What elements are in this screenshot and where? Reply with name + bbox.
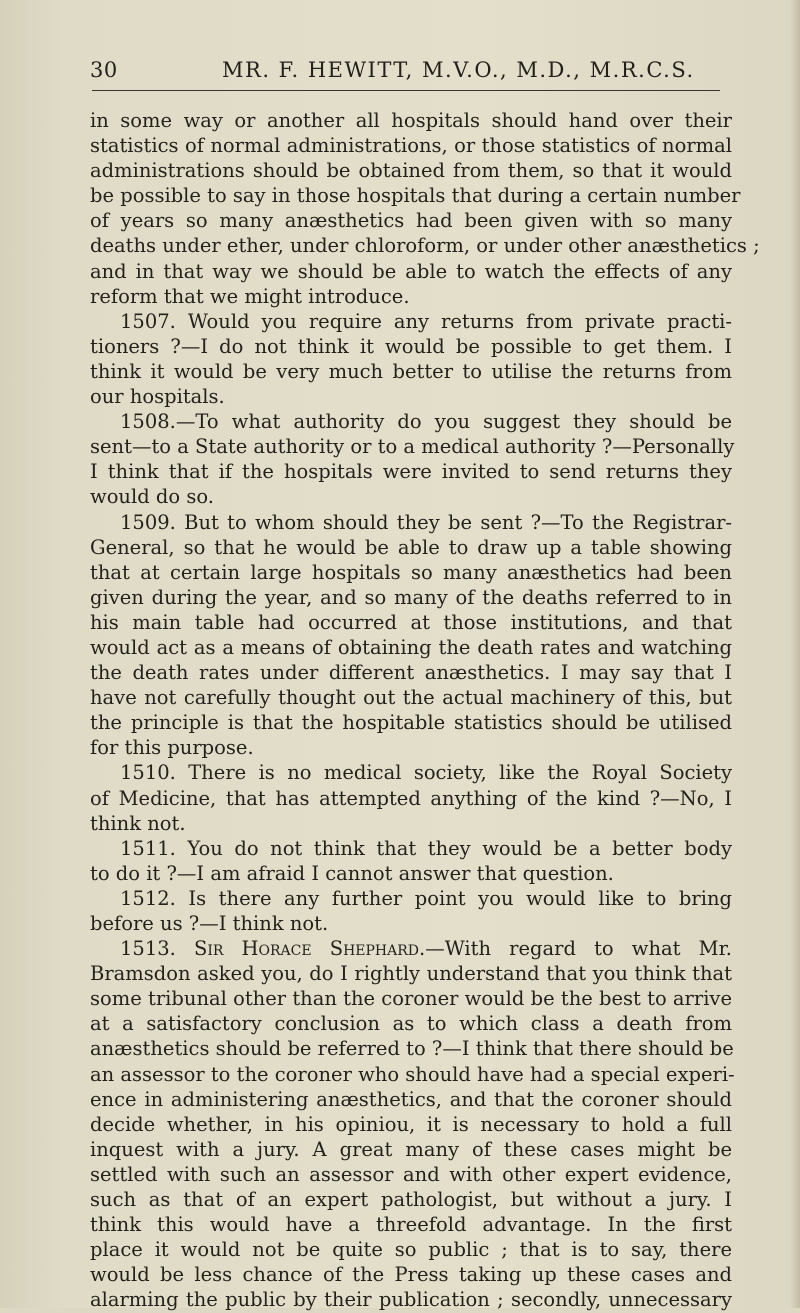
text-line: alarming the public by their publication ; secondly, unnecessary	[90, 1288, 732, 1312]
text-line: for this purpose.	[90, 736, 254, 760]
speaker-name: Sir Horace Shephard.	[193, 937, 426, 961]
text-line: and in that way we should be able to watch the effects of any	[90, 259, 732, 283]
text-line: think this would have a threefold advantage. In the first	[90, 1213, 732, 1237]
text-line: of years so many anæsthetics had been given with so many	[90, 209, 732, 233]
text-line: before us ?—I think not.	[90, 912, 329, 935]
body-text	[90, 108, 760, 1313]
page-edge-shadow	[790, 0, 800, 1308]
text-line: think it would be very much better to utilise the returns from	[90, 359, 732, 383]
text-line: anæsthetics should be referred to ?—I think that there should be	[90, 1037, 734, 1061]
question-1510-line: 1510. There is no medical society, like the Royal Society	[120, 761, 732, 785]
text-line: General, so that he would be able to draw up a table showing	[90, 535, 732, 559]
text-line: ence in administering anæsthetics, and that the coroner should	[90, 1087, 732, 1111]
text-line: decide whether, in his opiniou, it is necessary to hold a full	[90, 1112, 732, 1136]
text-line: sent—to a State authority or to a medical authority ?—Personally	[90, 435, 735, 459]
question-1509-line: 1509. But to whom should they be sent ?—To the Registrar-	[120, 510, 732, 534]
text-line: tioners ?—I do not think it would be possible to get them. I	[90, 334, 732, 358]
text-line: of Medicine, that has attempted anything of the kind ?—No, I	[90, 786, 732, 810]
text-line: at a satisfactory conclusion as to which class a death from	[90, 1012, 732, 1036]
text-line: I think that if the hospitals were invited to send returns they	[90, 460, 732, 484]
text-line: have not carefully thought out the actual machinery of this, but	[90, 686, 732, 710]
text-line: given during the year, and so many of the deaths referred to in	[90, 585, 732, 609]
question-1513-line	[90, 936, 732, 961]
text-line: to do it ?—I am afraid I cannot answer that question.	[90, 861, 614, 885]
text-line: inquest with a jury. A great many of these cases might be	[90, 1137, 732, 1161]
text-line: some tribunal other than the coroner would be the best to arrive	[90, 987, 732, 1011]
text-line: would do so.	[90, 485, 214, 509]
text-line: in some way or another all hospitals should hand over their	[90, 109, 732, 132]
question-1511-line: 1511. You do not think that they would be a better body	[120, 836, 732, 860]
text-line: his main table had occurred at those institutions, and that	[90, 610, 732, 634]
text-line: the principle is that the hospitable statistics should be utilised	[90, 711, 732, 735]
text-line: an assessor to the coroner who should have had a special experi-	[90, 1062, 735, 1086]
header-rule	[92, 90, 720, 91]
text-line: settled with such an assessor and with other expert evidence,	[90, 1162, 732, 1186]
text-line: that at certain large hospitals so many anæsthetics had been	[90, 560, 732, 584]
running-title: MR. F. HEWITT, M.V.O., M.D., M.R.C.S.	[222, 58, 695, 82]
text-line: Bramsdon asked you, do I rightly understand that you think that	[90, 962, 732, 986]
text-line: the death rates under different anæsthetics. I may say that I	[90, 661, 732, 685]
page-number: 30	[90, 58, 118, 82]
text-line: our hospitals.	[90, 385, 225, 409]
text-line: be possible to say in those hospitals that during a certain number	[90, 184, 741, 208]
question-text: —With regard to what Mr.	[425, 937, 732, 961]
text-line: such as that of an expert pathologist, but without a jury. I	[90, 1188, 732, 1212]
text-line: reform that we might introduce.	[90, 284, 410, 308]
text-line: place it would not be quite so public ; that is to say, there	[90, 1238, 732, 1262]
text-line: think not.	[90, 811, 186, 835]
question-number: 1513.	[120, 937, 176, 961]
text-line: deaths under ether, under chloroform, or under other anæsthetics ;	[90, 234, 760, 258]
question-1508-line: 1508.—To what authority do you suggest they should be	[120, 410, 732, 434]
text-line: administrations should be obtained from them, so that it would	[90, 159, 732, 183]
question-1512-line: 1512. Is there any further point you would like to bring	[120, 886, 732, 910]
question-1507-line: 1507. Would you require any returns from private practi-	[120, 309, 732, 333]
text-line: statistics of normal administrations, or those statistics of normal	[90, 134, 732, 158]
running-head	[0, 58, 800, 88]
text-line: would act as a means of obtaining the death rates and watching	[90, 635, 732, 659]
text-line: would be less chance of the Press taking up these cases and	[90, 1263, 732, 1287]
